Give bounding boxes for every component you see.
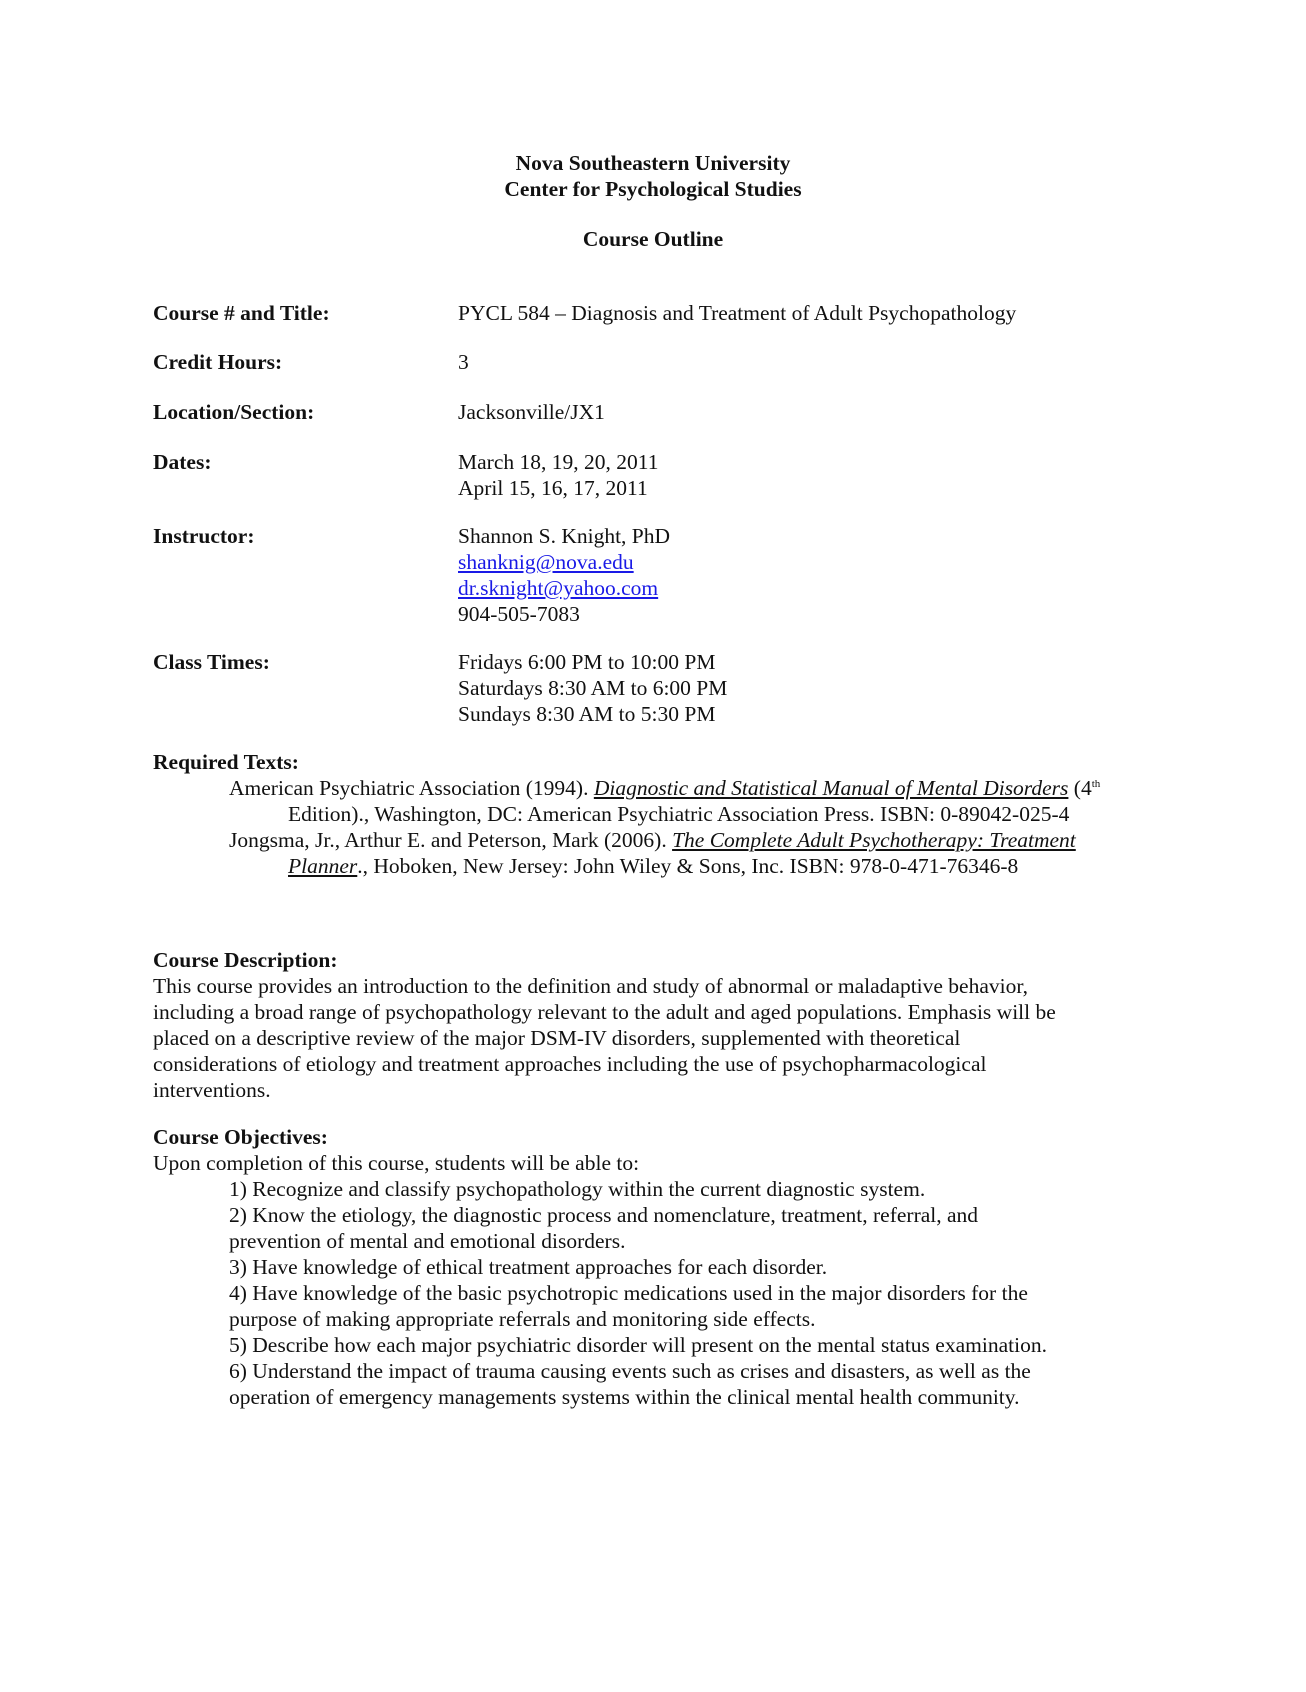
reference-dsm bbox=[153, 775, 1153, 827]
class-times-row bbox=[153, 649, 727, 727]
credit-hours-row bbox=[153, 349, 469, 375]
objective-line: purpose of making appropriate referrals and monitoring side effects. bbox=[229, 1307, 816, 1331]
description-line: considerations of etiology and treatment approaches including the use of psychopharmacological bbox=[153, 1052, 987, 1076]
required-texts-section bbox=[153, 749, 1153, 879]
reference-publisher: Edition)., Washington, DC: American Psychiatric Association Press. ISBN: 0-89042-025-4 bbox=[288, 802, 1070, 826]
dates-values bbox=[458, 449, 658, 501]
instructor-label: Instructor: bbox=[153, 524, 255, 548]
instructor-row bbox=[153, 523, 670, 627]
class-times-values bbox=[458, 649, 727, 727]
dates-value: April 15, 16, 17, 2011 bbox=[458, 476, 648, 500]
class-time: Sundays 8:30 AM to 5:30 PM bbox=[458, 702, 716, 726]
document-title bbox=[153, 226, 1153, 252]
reference-author: Jongsma, Jr., Arthur E. and Peterson, Mark (2006). bbox=[229, 828, 673, 852]
instructor-values bbox=[458, 523, 670, 627]
university-name: Nova Southeastern University bbox=[515, 151, 791, 175]
description-line: interventions. bbox=[153, 1078, 271, 1102]
location-row bbox=[153, 399, 605, 425]
course-description-section bbox=[153, 947, 1153, 1103]
reference-book-title: The Complete Adult Psychotherapy: Treatment Planner bbox=[288, 828, 1076, 878]
location-label: Location/Section: bbox=[153, 400, 315, 424]
objective-line: operation of emergency managements systems within the clinical mental health community. bbox=[229, 1385, 1020, 1409]
required-texts-heading: Required Texts: bbox=[153, 750, 299, 774]
instructor-name: Shannon S. Knight, PhD bbox=[458, 524, 671, 548]
location-value: Jacksonville/JX1 bbox=[458, 400, 605, 424]
objective-line: 5) Describe how each major psychiatric disorder will present on the mental status examination. bbox=[229, 1333, 1047, 1357]
objectives-intro: Upon completion of this course, students will be able to: bbox=[153, 1151, 640, 1175]
course-title-label: Course # and Title: bbox=[153, 301, 330, 325]
class-time: Fridays 6:00 PM to 10:00 PM bbox=[458, 650, 716, 674]
description-line: including a broad range of psychopathology relevant to the adult and aged populations. Emphasis will be bbox=[153, 1000, 1056, 1024]
dates-row bbox=[153, 449, 658, 501]
center-name: Center for Psychological Studies bbox=[504, 177, 802, 201]
course-objectives-heading: Course Objectives: bbox=[153, 1125, 328, 1149]
objective-line: 1) Recognize and classify psychopathology within the current diagnostic system. bbox=[229, 1177, 926, 1201]
objective-line: prevention of mental and emotional disorders. bbox=[229, 1229, 626, 1253]
dates-value: March 18, 19, 20, 2011 bbox=[458, 450, 659, 474]
course-description-heading: Course Description: bbox=[153, 948, 338, 972]
dates-label: Dates: bbox=[153, 450, 212, 474]
document-header bbox=[153, 150, 1153, 202]
reference-edition-suffix: th bbox=[1091, 777, 1101, 790]
credit-hours-label: Credit Hours: bbox=[153, 350, 283, 374]
course-title-value: PYCL 584 – Diagnosis and Treatment of Adult Psychopathology bbox=[458, 301, 1017, 325]
reference-book-title: Diagnostic and Statistical Manual of Mental Disorders bbox=[593, 776, 1069, 800]
objective-line: 2) Know the etiology, the diagnostic process and nomenclature, treatment, referral, and bbox=[229, 1203, 979, 1227]
instructor-alt-email-link[interactable]: dr.sknight@yahoo.com bbox=[458, 576, 659, 600]
description-line: placed on a descriptive review of the major DSM-IV disorders, supplemented with theoretical bbox=[153, 1026, 961, 1050]
course-title-row bbox=[153, 300, 1016, 326]
objective-line: 6) Understand the impact of trauma causing events such as crises and disasters, as well as the bbox=[229, 1359, 1031, 1383]
instructor-phone: 904-505-7083 bbox=[458, 602, 580, 626]
reference-publisher: ., Hoboken, New Jersey: John Wiley & Sons, Inc. ISBN: 978-0-471-76346-8 bbox=[357, 854, 1019, 878]
reference-author: American Psychiatric Association (1994). bbox=[229, 776, 594, 800]
credit-hours-value: 3 bbox=[458, 350, 469, 374]
instructor-email-link[interactable]: shanknig@nova.edu bbox=[458, 550, 634, 574]
description-line: This course provides an introduction to the definition and study of abnormal or maladaptive behavior, bbox=[153, 974, 1029, 998]
reference-edition: (4 bbox=[1068, 776, 1092, 800]
objective-line: 3) Have knowledge of ethical treatment approaches for each disorder. bbox=[229, 1255, 828, 1279]
class-time: Saturdays 8:30 AM to 6:00 PM bbox=[458, 676, 728, 700]
objectives-list bbox=[153, 1176, 1153, 1410]
reference-planner bbox=[153, 827, 1153, 879]
document-title-text: Course Outline bbox=[582, 227, 724, 251]
course-objectives-section bbox=[153, 1124, 1153, 1410]
class-times-label: Class Times: bbox=[153, 650, 270, 674]
objective-line: 4) Have knowledge of the basic psychotropic medications used in the major disorders for the bbox=[229, 1281, 1028, 1305]
